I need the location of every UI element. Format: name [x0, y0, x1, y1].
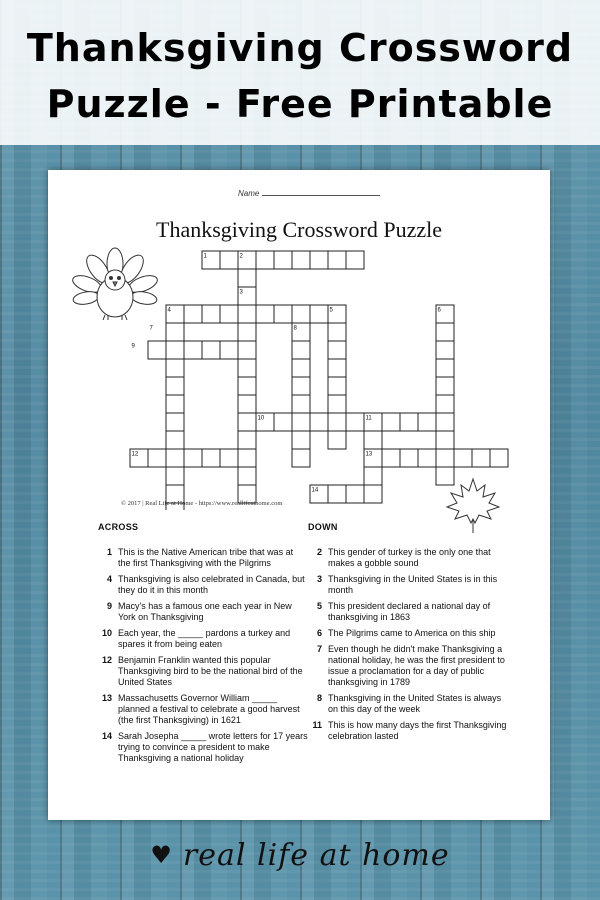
crossword-cell [454, 449, 472, 467]
down-clue [308, 720, 508, 742]
grid-number: 8 [293, 325, 297, 332]
crossword-cell [328, 431, 346, 449]
down-heading: DOWN [308, 522, 338, 532]
crossword-cell [166, 413, 184, 431]
crossword-cell [418, 449, 436, 467]
grid-number: 1 [203, 253, 207, 260]
clue-text: Benjamin Franklin wanted this popular Thanksgiving bird to be the national bird of the United States [118, 655, 303, 687]
crossword-cell [328, 395, 346, 413]
crossword-cell [310, 305, 328, 323]
crossword-cell [166, 323, 184, 341]
crossword-cell [202, 341, 220, 359]
crossword-cell [436, 341, 454, 359]
crossword-cell [328, 485, 346, 503]
clue-number: 2 [316, 547, 322, 557]
crossword-cell [310, 251, 328, 269]
crossword-cell [436, 377, 454, 395]
crossword-cell [328, 251, 346, 269]
grid-number: 6 [437, 307, 441, 314]
title-banner [0, 0, 600, 145]
crossword-cell [346, 413, 364, 431]
crossword-cell [184, 449, 202, 467]
crossword-cell [490, 449, 508, 467]
crossword-cell [274, 413, 292, 431]
crossword-cell [328, 377, 346, 395]
crossword-cell [346, 485, 364, 503]
crossword-cell [292, 305, 310, 323]
clue-text: The Pilgrims came to America on this ship [328, 628, 496, 638]
down-clue [308, 574, 508, 596]
site-footer [0, 838, 600, 873]
clue-text: This is the Native American tribe that was at the first Thanksgiving with the Pilgrims [118, 547, 294, 568]
crossword-cell [220, 341, 238, 359]
clue-number: 7 [316, 644, 322, 654]
across-clue [98, 731, 308, 764]
crossword-cell [418, 413, 436, 431]
crossword-cell [436, 431, 454, 449]
crossword-cell [238, 359, 256, 377]
crossword-cell [292, 395, 310, 413]
grid-number: 4 [167, 307, 171, 314]
crossword-cell [148, 449, 166, 467]
banner-title-line-2: Puzzle - Free Printable [46, 82, 554, 126]
crossword-cell [238, 395, 256, 413]
across-clue [98, 655, 308, 688]
crossword-cell [292, 341, 310, 359]
grid-number: 3 [239, 289, 243, 296]
down-clue [308, 644, 508, 688]
turkey-icon [70, 242, 160, 322]
grid-number: 9 [131, 343, 135, 350]
crossword-cell [292, 251, 310, 269]
crossword-cell [184, 341, 202, 359]
crossword-cell [310, 413, 328, 431]
crossword-cell [166, 341, 184, 359]
clue-number: 6 [316, 628, 322, 638]
crossword-cell [238, 323, 256, 341]
clue-text: This is how many days the first Thanksgiving celebration lasted [328, 720, 507, 741]
crossword-cell [364, 485, 382, 503]
crossword-cell [364, 431, 382, 449]
down-clues [308, 522, 508, 747]
banner-title-line-1: Thanksgiving Crossword [26, 26, 574, 70]
crossword-cell [364, 467, 382, 485]
grid-number: 14 [311, 487, 319, 494]
clue-number: 3 [316, 574, 322, 584]
heart-icon: ♥ [150, 841, 173, 869]
crossword-cell [256, 251, 274, 269]
crossword-cell [436, 359, 454, 377]
grid-number: 7 [149, 325, 153, 332]
crossword-cell [238, 305, 256, 323]
worksheet-page [48, 170, 550, 820]
across-clue [98, 574, 308, 596]
clue-number: 4 [106, 574, 112, 584]
clue-text: Thanksgiving in the United States is always on this day of the week [328, 693, 502, 714]
crossword-cell [328, 341, 346, 359]
clue-number: 10 [101, 628, 112, 638]
crossword-cell [382, 449, 400, 467]
crossword-cell [238, 467, 256, 485]
crossword-cell [328, 413, 346, 431]
down-clue [308, 693, 508, 715]
crossword-cell [238, 431, 256, 449]
crossword-cell [166, 431, 184, 449]
clue-text: Sarah Josepha _____ wrote letters for 17 years trying to convince a president to make Thanksgiving a national holiday [118, 731, 308, 763]
crossword-cell [274, 251, 292, 269]
clue-text: Thanksgiving in the United States is in this month [328, 574, 498, 595]
down-clue [308, 601, 508, 623]
crossword-cell [274, 305, 292, 323]
crossword-cell [238, 413, 256, 431]
crossword-cell [292, 359, 310, 377]
crossword-cell [166, 467, 184, 485]
crossword-cell [472, 449, 490, 467]
crossword-grid [48, 170, 550, 510]
clue-number: 12 [101, 655, 112, 665]
grid-number: 13 [365, 451, 373, 458]
grid-number: 10 [257, 415, 265, 422]
down-clue [308, 547, 508, 569]
clue-number: 1 [106, 547, 112, 557]
crossword-cell [238, 377, 256, 395]
clue-number: 11 [312, 720, 322, 730]
crossword-cell [166, 377, 184, 395]
clue-number: 14 [101, 731, 112, 741]
across-clue [98, 601, 308, 623]
crossword-cell [220, 305, 238, 323]
grid-number: 5 [329, 307, 333, 314]
crossword-cell [436, 323, 454, 341]
crossword-cell [148, 341, 166, 359]
clue-text: Even though he didn't make Thanksgiving a national holiday, he was the first president to issue a proclamation for a day of public thanksgiving in 1789 [328, 644, 505, 687]
crossword-cell [166, 449, 184, 467]
crossword-cell [382, 413, 400, 431]
down-clue [308, 628, 508, 639]
crossword-cell [292, 431, 310, 449]
crossword-cell [238, 269, 256, 287]
crossword-cell [292, 377, 310, 395]
clue-text: This gender of turkey is the only one that makes a gobble sound [328, 547, 491, 568]
crossword-cell [166, 395, 184, 413]
grid-number: 12 [131, 451, 139, 458]
crossword-cell [166, 359, 184, 377]
clue-text: This president declared a national day of thanksgiving in 1863 [328, 601, 491, 622]
crossword-cell [220, 251, 238, 269]
clue-text: Each year, the _____ pardons a turkey and spares it from being eaten [118, 628, 291, 649]
across-clue [98, 628, 308, 650]
copyright-text: © 2017 | Real Life at Home - https://www.reallifeathome.com [121, 500, 283, 507]
across-clue [98, 547, 308, 569]
clue-number: 5 [316, 601, 322, 611]
crossword-cell [238, 449, 256, 467]
clue-number: 9 [106, 601, 112, 611]
crossword-cell [202, 449, 220, 467]
across-heading: ACROSS [98, 522, 139, 532]
footer-brand-text: real life at home [182, 838, 450, 873]
worksheet-title: Thanksgiving Crossword Puzzle [156, 217, 442, 242]
across-clue [98, 693, 308, 726]
crossword-cell [292, 449, 310, 467]
crossword-cell [292, 413, 310, 431]
crossword-cell [436, 413, 454, 431]
clue-text: Massachusetts Governor William _____ planned a festival to celebrate a good harvest (the first Thanksgiving) in 1621 [118, 693, 300, 725]
crossword-cell [202, 305, 220, 323]
name-label: Name [238, 189, 260, 198]
crossword-cell [238, 341, 256, 359]
clue-number: 8 [316, 693, 322, 703]
across-clues [98, 522, 308, 769]
crossword-cell [184, 305, 202, 323]
crossword-cell [328, 359, 346, 377]
crossword-cell [436, 395, 454, 413]
clue-text: Thanksgiving is also celebrated in Canada, but they do it in this month [118, 574, 305, 595]
grid-number: 11 [365, 415, 372, 422]
crossword-cell [220, 449, 238, 467]
crossword-cell [436, 449, 454, 467]
crossword-cell [400, 413, 418, 431]
clue-text: Macy's has a famous one each year in New York on Thanksgiving [118, 601, 292, 622]
clue-number: 13 [101, 693, 112, 703]
grid-number: 2 [239, 253, 243, 260]
crossword-cell [346, 251, 364, 269]
crossword-cell [328, 323, 346, 341]
crossword-cell [400, 449, 418, 467]
crossword-cell [256, 305, 274, 323]
